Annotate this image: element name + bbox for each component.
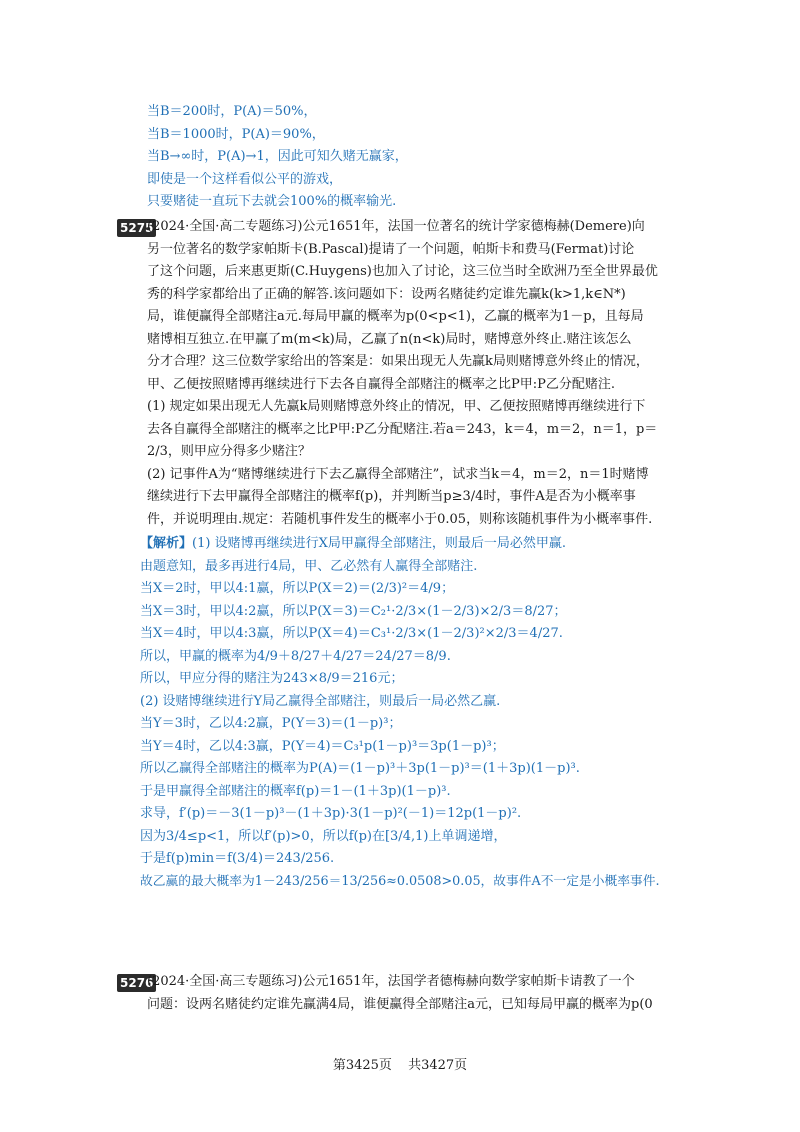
text-line: 求导，f′(p)＝－3(1－p)³－(1＋3p)·3(1－p)²(－1)＝12p(1－p)².	[140, 806, 522, 821]
page-total: 共3427页	[408, 1058, 468, 1073]
problem-number-badge: 5275	[117, 219, 156, 237]
text-line: 于是f(p)min＝f(3/4)＝243/256.	[140, 851, 335, 866]
previous-solution	[147, 101, 667, 214]
text-line: (1) 规定如果出现无人先赢k局则赌博意外终止的情况，甲、乙便按照赌博再继续进行下	[147, 399, 646, 414]
text-line: (2024·全国·高三专题练习)公元1651年，法国学者德梅赫向数学家帕斯卡请教了一个	[147, 974, 635, 989]
text-line: 由题意知，最多再进行4局，甲、乙必然有人赢得全部赌注.	[140, 558, 478, 574]
text-line: 了这个问题，后来惠更斯(C.Huygens)也加入了讨论，这三位当时全欧洲乃至全世界最优	[147, 264, 658, 279]
text-line: 故乙赢的最大概率为1－243/256＝13/256≈0.0508>0.05，故事件A不一定是小概率事件.	[140, 873, 660, 889]
text-line: 当X＝2时，甲以4:1赢，所以P(X＝2)＝(2/3)²＝4/9；	[140, 581, 455, 596]
problem-5275	[147, 216, 667, 531]
text-line: 当Y＝3时，乙以4:2赢，P(Y＝3)＝(1－p)³；	[140, 716, 402, 731]
text-line: 局，谁便赢得全部赌注a元.每局甲赢的概率为p(0<p<1)，乙赢的概率为1－p，且每局	[147, 309, 644, 324]
text-line: 去各自赢得全部赌注的概率之比P甲:P乙分配赌注.若a＝243，k＝4，m＝2，n＝1，p＝	[147, 421, 658, 437]
text-line: 当Y＝4时，乙以4:3赢，P(Y＝4)＝C₃¹p(1－p)³＝3p(1－p)³；	[140, 738, 505, 754]
text-line: (2) 设赌博继续进行Y局乙赢得全部赌注，则最后一局必然乙赢.	[140, 693, 501, 709]
text-line: 分才合理？这三位数学家给出的答案是：如果出现无人先赢k局则赌博意外终止的情况，	[147, 354, 649, 369]
page-number: 第3425页	[332, 1058, 392, 1073]
page-footer	[0, 1054, 800, 1073]
text-line: 2/3，则甲应分得多少赌注？	[147, 444, 311, 459]
text-line: 当B→∞时，P(A)→1，因此可知久赌无赢家，	[147, 149, 408, 164]
text-line: 所以乙赢得全部赌注的概率为P(A)＝(1－p)³＋3p(1－p)³＝(1＋3p)(1－p)³.	[140, 761, 580, 776]
text-line: 当B＝1000时，P(A)＝90%，	[147, 126, 325, 142]
text-line: 所以，甲赢的概率为4/9＋8/27＋4/27＝24/27＝8/9.	[140, 648, 451, 664]
text-line: 当B＝200时，P(A)＝50%，	[147, 104, 317, 119]
text-line: 件，并说明理由.规定：若随机事件发生的概率小于0.05，则称该随机事件为小概率事件.	[147, 511, 653, 527]
text-line: (2024·全国·高二专题练习)公元1651年，法国一位著名的统计学家德梅赫(Demere)向	[147, 219, 645, 234]
text-line: 即使是一个这样看似公平的游戏，	[147, 171, 343, 187]
solution-5275	[140, 533, 660, 893]
text-line: 另一位著名的数学家帕斯卡(B.Pascal)提请了一个问题，帕斯卡和费马(Fermat)讨论	[147, 241, 635, 257]
text-line: 只要赌徒一直玩下去就会100%的概率输光.	[147, 194, 397, 209]
text-line: 问题：设两名赌徒约定谁先赢满4局，谁便赢得全部赌注a元，已知每局甲赢的概率为p(0	[147, 996, 653, 1012]
text-line: 【解析】(1) 设赌博再继续进行X局甲赢得全部赌注，则最后一局必然甲赢.	[140, 536, 566, 551]
text-line: 因为3/4≤p<1，所以f′(p)>0，所以f(p)在[3/4,1)上单调递增，	[140, 828, 507, 844]
text-line: (2) 记事件A为“赌博继续进行下去乙赢得全部赌注”，试求当k＝4，m＝2，n＝1时赌博	[147, 466, 649, 482]
text-line: 所以，甲应分得的赌注为243×8/9＝216元；	[140, 671, 404, 686]
text-line: 当X＝3时，甲以4:2赢，所以P(X＝3)＝C₂¹·2/3×(1－2/3)×2/3＝8/27；	[140, 603, 567, 619]
text-line: 当X＝4时，甲以4:3赢，所以P(X＝4)＝C₃¹·2/3×(1－2/3)²×2/3＝4/27.	[140, 626, 563, 641]
text-line: 于是甲赢得全部赌注的概率f(p)＝1－(1＋3p)(1－p)³.	[140, 783, 451, 799]
solution-label: 【解析】	[140, 536, 193, 551]
text-line: 继续进行下去甲赢得全部赌注的概率f(p)，并判断当p≥3/4时，事件A是否为小概率事	[147, 489, 636, 504]
text-line: 赌博相互独立.在甲赢了m(m<k)局，乙赢了n(n<k)局时，赌博意外终止.赌注该怎么	[147, 331, 632, 347]
text-line: 秀的科学家都给出了正确的解答.该问题如下：设两名赌徒约定谁先赢k(k>1,k∈N*)	[147, 286, 626, 302]
text-line: 甲、乙便按照赌博再继续进行下去各自赢得全部赌注的概率之比P甲:P乙分配赌注.	[147, 376, 616, 392]
problem-5276	[147, 971, 667, 1016]
problem-number-badge: 5276	[117, 974, 156, 992]
